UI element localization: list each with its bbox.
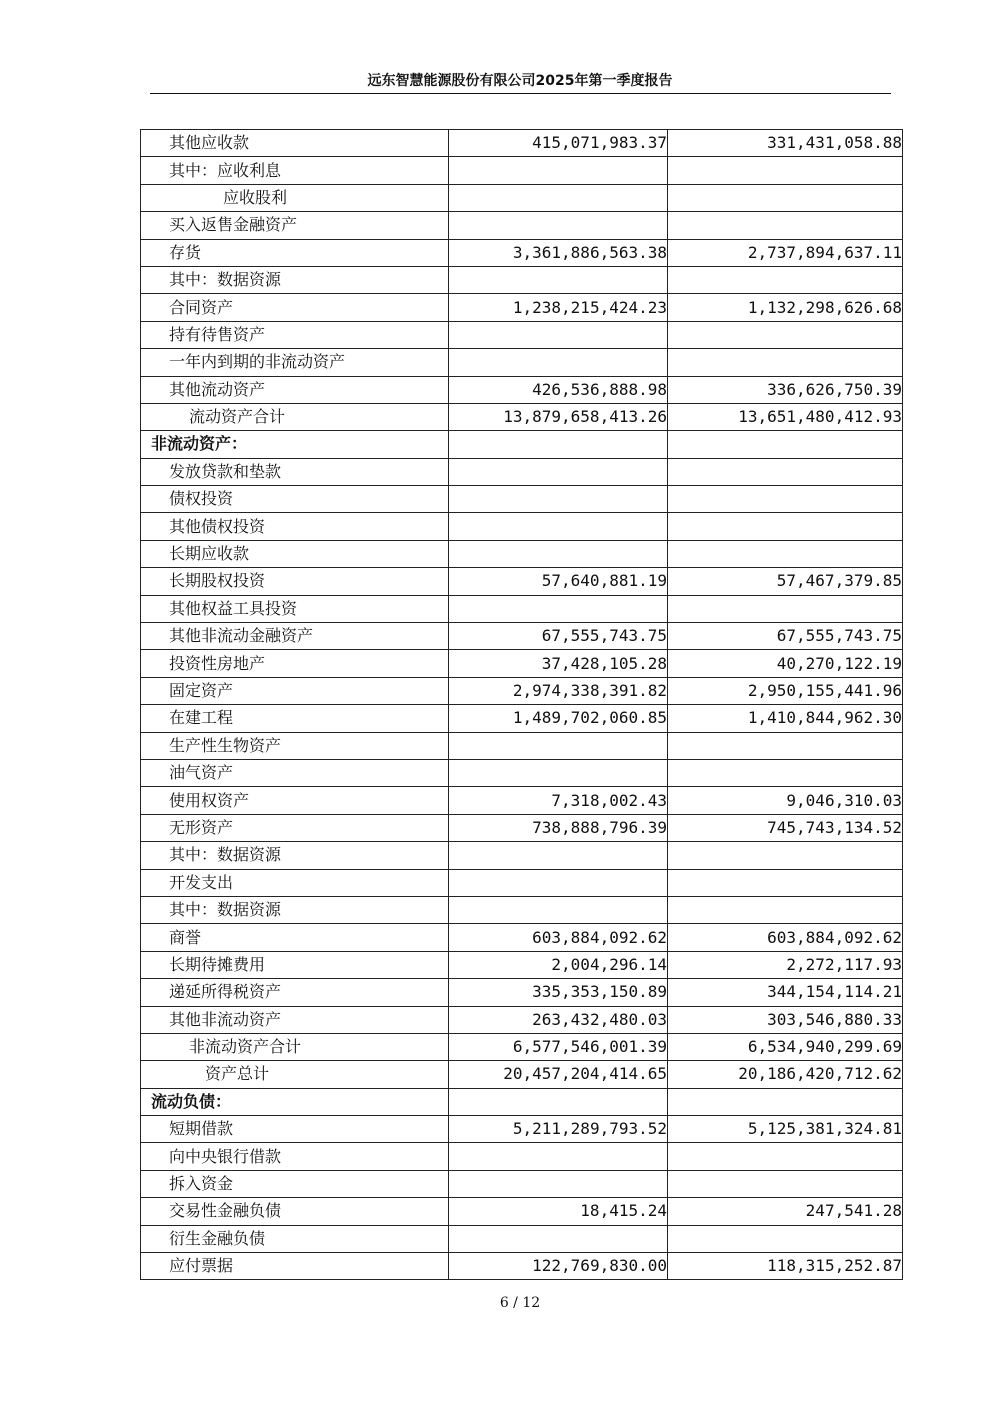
prior-year-end-value: 20,186,420,712.62 — [668, 1061, 903, 1088]
period-end-value — [449, 431, 668, 458]
row-label: 油气资产 — [141, 759, 449, 786]
period-end-value: 2,974,338,391.82 — [449, 677, 668, 704]
prior-year-end-value — [668, 842, 903, 869]
row-label: 长期应收款 — [141, 540, 449, 567]
prior-year-end-value: 40,270,122.19 — [668, 650, 903, 677]
period-end-value: 122,769,830.00 — [449, 1253, 668, 1280]
period-end-value — [449, 458, 668, 485]
table-row — [141, 294, 903, 321]
period-end-value — [449, 212, 668, 239]
prior-year-end-value — [668, 1143, 903, 1170]
row-label: 投资性房地产 — [141, 650, 449, 677]
period-end-value: 18,415.24 — [449, 1198, 668, 1225]
table-row — [141, 896, 903, 923]
period-end-value: 426,536,888.98 — [449, 376, 668, 403]
table-row — [141, 1198, 903, 1225]
prior-year-end-value: 118,315,252.87 — [668, 1253, 903, 1280]
section-header-row — [141, 431, 903, 458]
period-end-value: 67,555,743.75 — [449, 623, 668, 650]
row-label: 其中：应收利息 — [141, 157, 449, 184]
row-label: 其中：数据资源 — [141, 842, 449, 869]
table-row — [141, 239, 903, 266]
period-end-value — [449, 349, 668, 376]
period-end-value — [449, 321, 668, 348]
table-row — [141, 650, 903, 677]
row-label: 债权投资 — [141, 486, 449, 513]
balance-sheet-table — [140, 129, 903, 1280]
period-end-value — [449, 896, 668, 923]
prior-year-end-value: 9,046,310.03 — [668, 787, 903, 814]
row-label: 合同资产 — [141, 294, 449, 321]
period-end-value: 1,238,215,424.23 — [449, 294, 668, 321]
prior-year-end-value — [668, 732, 903, 759]
table-row — [141, 212, 903, 239]
prior-year-end-value: 2,737,894,637.11 — [668, 239, 903, 266]
row-label: 使用权资产 — [141, 787, 449, 814]
prior-year-end-value — [668, 1170, 903, 1197]
period-end-value: 335,353,150.89 — [449, 979, 668, 1006]
period-end-value: 20,457,204,414.65 — [449, 1061, 668, 1088]
prior-year-end-value — [668, 486, 903, 513]
table-row — [141, 705, 903, 732]
row-label: 流动资产合计 — [141, 403, 449, 430]
table-row — [141, 1033, 903, 1060]
prior-year-end-value: 1,132,298,626.68 — [668, 294, 903, 321]
period-end-value — [449, 266, 668, 293]
prior-year-end-value — [668, 896, 903, 923]
table-row — [141, 157, 903, 184]
prior-year-end-value — [668, 869, 903, 896]
period-end-value — [449, 513, 668, 540]
prior-year-end-value — [668, 759, 903, 786]
row-label: 买入返售金融资产 — [141, 212, 449, 239]
row-label: 生产性生物资产 — [141, 732, 449, 759]
row-label: 其他流动资产 — [141, 376, 449, 403]
prior-year-end-value — [668, 212, 903, 239]
row-label: 流动负债： — [141, 1088, 449, 1115]
prior-year-end-value: 2,272,117.93 — [668, 951, 903, 978]
row-label: 一年内到期的非流动资产 — [141, 349, 449, 376]
table-row — [141, 623, 903, 650]
row-label: 短期借款 — [141, 1116, 449, 1143]
table-row — [141, 184, 903, 211]
row-label: 递延所得税资产 — [141, 979, 449, 1006]
period-end-value — [449, 842, 668, 869]
row-label: 持有待售资产 — [141, 321, 449, 348]
prior-year-end-value — [668, 1088, 903, 1115]
period-end-value — [449, 595, 668, 622]
period-end-value — [449, 486, 668, 513]
period-end-value — [449, 157, 668, 184]
period-end-value — [449, 1170, 668, 1197]
row-label: 开发支出 — [141, 869, 449, 896]
prior-year-end-value: 344,154,114.21 — [668, 979, 903, 1006]
table-row — [141, 1061, 903, 1088]
prior-year-end-value: 2,950,155,441.96 — [668, 677, 903, 704]
balance-sheet-body — [141, 130, 903, 1280]
table-row — [141, 1253, 903, 1280]
table-row — [141, 869, 903, 896]
prior-year-end-value — [668, 184, 903, 211]
prior-year-end-value — [668, 540, 903, 567]
table-row — [141, 787, 903, 814]
report-header-title: 远东智慧能源股份有限公司2025年第一季度报告 — [367, 73, 673, 89]
table-row — [141, 1006, 903, 1033]
period-end-value: 415,071,983.37 — [449, 130, 668, 157]
table-row — [141, 513, 903, 540]
page-number: 6 / 12 — [499, 1295, 541, 1311]
row-label: 固定资产 — [141, 677, 449, 704]
period-end-value — [449, 1088, 668, 1115]
prior-year-end-value: 603,884,092.62 — [668, 924, 903, 951]
table-row — [141, 814, 903, 841]
period-end-value: 5,211,289,793.52 — [449, 1116, 668, 1143]
row-label: 其中：数据资源 — [141, 266, 449, 293]
table-row — [141, 568, 903, 595]
table-row — [141, 130, 903, 157]
prior-year-end-value: 303,546,880.33 — [668, 1006, 903, 1033]
table-row — [141, 842, 903, 869]
period-end-value: 6,577,546,001.39 — [449, 1033, 668, 1060]
prior-year-end-value: 336,626,750.39 — [668, 376, 903, 403]
prior-year-end-value: 745,743,134.52 — [668, 814, 903, 841]
row-label: 交易性金融负债 — [141, 1198, 449, 1225]
prior-year-end-value — [668, 458, 903, 485]
period-end-value — [449, 184, 668, 211]
header-divider — [150, 93, 891, 94]
table-row — [141, 403, 903, 430]
table-row — [141, 1143, 903, 1170]
row-label: 资产总计 — [141, 1061, 449, 1088]
row-label: 在建工程 — [141, 705, 449, 732]
row-label: 长期股权投资 — [141, 568, 449, 595]
row-label: 其他应收款 — [141, 130, 449, 157]
period-end-value: 13,879,658,413.26 — [449, 403, 668, 430]
prior-year-end-value: 331,431,058.88 — [668, 130, 903, 157]
prior-year-end-value — [668, 431, 903, 458]
period-end-value: 37,428,105.28 — [449, 650, 668, 677]
prior-year-end-value: 67,555,743.75 — [668, 623, 903, 650]
row-label: 拆入资金 — [141, 1170, 449, 1197]
prior-year-end-value: 6,534,940,299.69 — [668, 1033, 903, 1060]
period-end-value — [449, 1143, 668, 1170]
prior-year-end-value: 57,467,379.85 — [668, 568, 903, 595]
period-end-value — [449, 869, 668, 896]
row-label: 应付票据 — [141, 1253, 449, 1280]
table-row — [141, 540, 903, 567]
prior-year-end-value — [668, 1225, 903, 1252]
prior-year-end-value: 5,125,381,324.81 — [668, 1116, 903, 1143]
row-label: 无形资产 — [141, 814, 449, 841]
row-label: 非流动资产合计 — [141, 1033, 449, 1060]
row-label: 其他非流动资产 — [141, 1006, 449, 1033]
period-end-value: 603,884,092.62 — [449, 924, 668, 951]
table-row — [141, 349, 903, 376]
table-row — [141, 951, 903, 978]
row-label: 应收股利 — [141, 184, 449, 211]
prior-year-end-value: 13,651,480,412.93 — [668, 403, 903, 430]
period-end-value: 7,318,002.43 — [449, 787, 668, 814]
table-row — [141, 376, 903, 403]
period-end-value — [449, 732, 668, 759]
prior-year-end-value: 247,541.28 — [668, 1198, 903, 1225]
row-label: 其他债权投资 — [141, 513, 449, 540]
row-label: 商誉 — [141, 924, 449, 951]
table-row — [141, 595, 903, 622]
period-end-value: 2,004,296.14 — [449, 951, 668, 978]
row-label: 向中央银行借款 — [141, 1143, 449, 1170]
period-end-value: 1,489,702,060.85 — [449, 705, 668, 732]
table-row — [141, 1170, 903, 1197]
row-label: 衍生金融负债 — [141, 1225, 449, 1252]
table-row — [141, 924, 903, 951]
prior-year-end-value — [668, 157, 903, 184]
prior-year-end-value — [668, 321, 903, 348]
table-row — [141, 1225, 903, 1252]
row-label: 存货 — [141, 239, 449, 266]
period-end-value: 3,361,886,563.38 — [449, 239, 668, 266]
row-label: 其中：数据资源 — [141, 896, 449, 923]
prior-year-end-value — [668, 595, 903, 622]
period-end-value — [449, 540, 668, 567]
prior-year-end-value — [668, 349, 903, 376]
prior-year-end-value: 1,410,844,962.30 — [668, 705, 903, 732]
row-label: 其他非流动金融资产 — [141, 623, 449, 650]
table-row — [141, 266, 903, 293]
table-row — [141, 458, 903, 485]
row-label: 发放贷款和垫款 — [141, 458, 449, 485]
table-row — [141, 486, 903, 513]
period-end-value: 738,888,796.39 — [449, 814, 668, 841]
row-label: 长期待摊费用 — [141, 951, 449, 978]
period-end-value: 263,432,480.03 — [449, 1006, 668, 1033]
period-end-value — [449, 759, 668, 786]
period-end-value — [449, 1225, 668, 1252]
table-row — [141, 677, 903, 704]
period-end-value: 57,640,881.19 — [449, 568, 668, 595]
row-label: 其他权益工具投资 — [141, 595, 449, 622]
table-row — [141, 732, 903, 759]
table-row — [141, 759, 903, 786]
row-label: 非流动资产： — [141, 431, 449, 458]
section-header-row — [141, 1088, 903, 1115]
prior-year-end-value — [668, 266, 903, 293]
prior-year-end-value — [668, 513, 903, 540]
table-row — [141, 979, 903, 1006]
table-row — [141, 1116, 903, 1143]
table-row — [141, 321, 903, 348]
